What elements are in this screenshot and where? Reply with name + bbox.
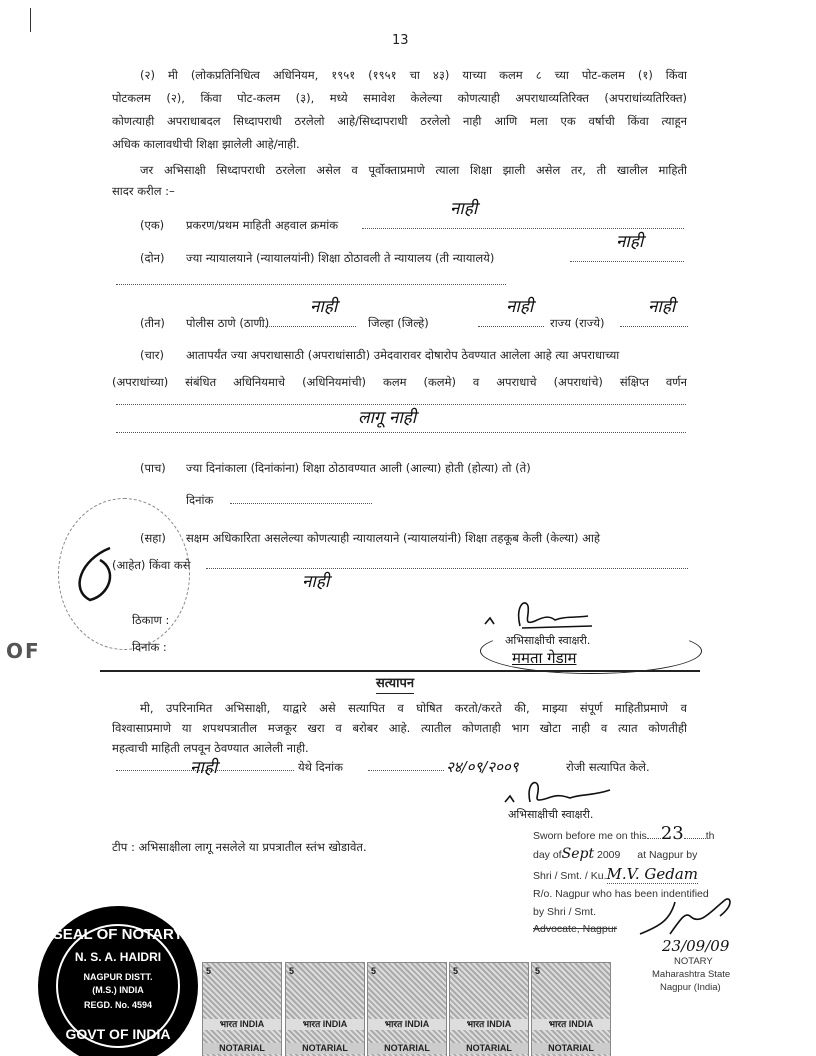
stamp-country: भारत INDIA: [450, 1019, 528, 1030]
notary-sign-date: 23/09/09: [662, 937, 730, 955]
revenue-stamp: [531, 962, 611, 1056]
notary-line4: R/o. Nagpur who has been indentified: [533, 888, 709, 900]
stamp-label: NOTARIAL: [368, 1043, 446, 1054]
stamp-country: भारत INDIA: [368, 1019, 446, 1030]
item-one-num: (एक): [140, 218, 165, 232]
seal-district: NAGPUR DISTT.: [83, 972, 153, 982]
seal-name: N. S. A. HAIDRI: [74, 950, 162, 964]
revenue-stamp: [202, 962, 282, 1056]
revenue-stamp: [449, 962, 529, 1056]
item-five-date-label: दिनांक: [186, 493, 214, 507]
verification-title: सत्यापन: [376, 676, 414, 694]
stamp-value: 5: [206, 966, 212, 976]
seal-bottom-text: GOVT OF INDIA: [65, 1026, 171, 1042]
signature-bracket: [480, 628, 702, 674]
verification-date: २४/०९/२००९: [446, 758, 519, 776]
item-two-label: ज्या न्यायालयाने (न्यायालयांनी) शिक्षा ठोठावली ते न्यायालय (ती न्यायालये): [186, 251, 495, 265]
revenue-stamp: [285, 962, 365, 1056]
item-three-police-dots: [262, 326, 356, 327]
notary-line1: [533, 823, 715, 844]
section-divider: [100, 670, 700, 672]
item-five-num: (पाच): [140, 461, 166, 475]
stamp-value: 5: [535, 966, 541, 976]
item-six-line2: (आहेत) किंवा कसे: [112, 558, 191, 572]
item-six-num: (सहा): [140, 531, 166, 545]
notary-seal: [38, 906, 198, 1056]
para2-line: अधिक कालावधीची शिक्षा झालेली आहे/नाही.: [112, 137, 300, 151]
notary-shri-label: Shri / Smt. / Ku.: [533, 870, 607, 882]
date-label: दिनांक :: [132, 640, 167, 654]
notary-month: Sept: [561, 846, 595, 862]
stamp-country: भारत INDIA: [203, 1019, 281, 1030]
stamp-label: NOTARIAL: [203, 1043, 281, 1054]
item-three-district-label: जिल्हा (जिल्हे): [368, 316, 429, 330]
intro-line: जर अभिसाक्षी सिध्दापराधी ठरलेला असेल व पूर्वोक्ताप्रमाणे त्याला शिक्षा झाली असेल तर, ती खालील माहिती: [140, 163, 687, 177]
item-three-police-label: पोलीस ठाणे (ठाणी): [186, 316, 270, 330]
stamp-value: 5: [453, 966, 459, 976]
item-four-dotted-line-2: [116, 432, 686, 433]
notary-line6: Advocate, Nagpur: [533, 923, 618, 935]
verification-at-date-label: येथे दिनांक: [298, 760, 343, 774]
item-six-dots: [206, 568, 688, 569]
item-one-answer: नाही: [450, 199, 478, 219]
stamp-label: NOTARIAL: [450, 1043, 528, 1054]
para2-line: कोणत्याही अपराधाबदल सिध्दापराधी ठरलेलो आहे/सिध्दापराधी ठरलेलो नाही आणि मला एक वर्षाची किंवा त्याहून: [112, 114, 687, 128]
notary-signature: [630, 896, 750, 936]
intro-line: सादर करील :–: [112, 184, 175, 198]
notary-at-label: at Nagpur by: [637, 849, 698, 861]
stamp-country: भारत INDIA: [286, 1019, 364, 1030]
item-four-line1: आतापर्यंत ज्या अपराधासाठी (अपराधांसाठी) उमेदवारावर दोषारोप ठेवण्यात आलेला आहे त्या अपराधाच्या: [186, 348, 620, 362]
seal-top-text: SEAL OF NOTARY: [52, 926, 184, 943]
item-two-num: (दोन): [140, 251, 165, 265]
item-two-dotted-line-2: [116, 284, 506, 285]
revenue-stamp: [367, 962, 447, 1056]
stamp-label: NOTARIAL: [532, 1043, 610, 1054]
notary-th: th: [705, 830, 715, 842]
notary-line2: [533, 846, 697, 863]
item-one-dotted-line: [362, 228, 684, 229]
item-four-line2: (अपराधांच्या) संबंधित अधिनियमाचे (अधिनियमांची) कलम (कलमे) व अपराधाचे (अपराधांचे) संक्षिप्त वर्णन: [112, 375, 687, 389]
item-four-answer: लागू नाही: [358, 408, 417, 428]
scan-mark: [30, 8, 31, 32]
notary-day-of-label: day of: [533, 849, 562, 861]
faded-stamp-text: OF: [6, 639, 41, 663]
verification-place-answer: नाही: [190, 758, 218, 778]
verification-date-dots: [368, 770, 444, 771]
notary-day: 23: [660, 823, 684, 844]
para2-line: (२) मी (लोकप्रतिनिधित्व अधिनियम, १९५१ (१९५१ चा ४३) याच्या कलम ८ च्या पोट-कलम (१) किंवा: [140, 68, 687, 82]
item-three-police-answer: नाही: [310, 297, 338, 317]
item-three-state-answer: नाही: [648, 297, 676, 317]
item-five-date-dots: [230, 503, 372, 504]
seal-regd: REGD. No. 4594: [83, 1000, 153, 1010]
item-six-answer: नाही: [302, 572, 330, 592]
seal-state: (M.S.) INDIA: [92, 985, 144, 995]
notary-line3: [533, 866, 698, 884]
note: टीप : अभिसाक्षीला लागू नसलेले या प्रपत्रातील स्तंभ खोडावेत.: [112, 840, 367, 854]
notary-city: Nagpur (India): [660, 982, 721, 993]
item-three-state-dots: [620, 326, 688, 327]
item-six-line1: सक्षम अधिकारिता असलेल्या कोणत्याही न्यायालयाने (न्यायालयांनी) शिक्षा तहकूब केली (केल्या) आहे: [186, 531, 601, 545]
signature-name: ममता गेडाम: [512, 649, 577, 667]
notary-line5: by Shri / Smt.: [533, 906, 597, 918]
notary-year: 2009: [597, 849, 621, 861]
notary-sworn-label: Sworn before me on this: [533, 830, 647, 842]
notary-title: NOTARY: [674, 956, 713, 967]
notary-state: Maharashtra State: [652, 969, 731, 980]
place-label: ठिकाण :: [132, 613, 170, 627]
stamp-label: NOTARIAL: [286, 1043, 364, 1054]
verification-signature-label: अभिसाक्षीची स्वाक्षरी.: [508, 808, 594, 821]
verification-verified-label: रोजी सत्यापित केले.: [566, 760, 650, 774]
stamp-country: भारत INDIA: [532, 1019, 610, 1030]
verification-line: विश्वासाप्रमाणे या शपथपत्रातील मजकूर खरा व बरोबर आहे. त्यातील कोणताही भाग खोटा नाही व त्यात कोणतीही: [112, 721, 687, 735]
verification-line: मी, उपरिनामित अभिसाक्षी, याद्वारे असे सत्यापित व घोषित करतो/करते की, माझ्या संपूर्ण माहितीप्रमाणे व: [140, 701, 687, 715]
para2-line: पोटकलम (२), किंवा पोट-कलम (३), मध्ये समावेश केलेल्या कोणत्याही अपराधाव्यतिरिक्त (अपराधांव्यतिरिक्त): [112, 91, 687, 105]
page-number: 13: [392, 33, 409, 48]
deponent-signature-2: [500, 778, 620, 808]
item-four-num: (चार): [140, 348, 164, 362]
signature-label: अभिसाक्षीची स्वाक्षरी.: [505, 634, 591, 647]
item-three-state-label: राज्य (राज्ये): [550, 316, 605, 330]
item-four-dotted-line: [116, 404, 686, 405]
item-three-district-dots: [478, 326, 544, 327]
notary-deponent-name: M.V. Gedam: [606, 865, 699, 883]
handwritten-mark: [60, 540, 130, 610]
item-two-dotted-line: [570, 261, 684, 262]
item-two-answer: नाही: [616, 232, 644, 252]
verification-line: महत्वाची माहिती लपवून ठेवण्यात आलेली नाही.: [112, 741, 309, 755]
stamp-value: 5: [371, 966, 377, 976]
stamp-value: 5: [289, 966, 295, 976]
item-three-district-answer: नाही: [506, 297, 534, 317]
item-five-label: ज्या दिनांकाला (दिनांकांना) शिक्षा ठोठावण्यात आली (आल्या) होती (होत्या) तो (ते): [186, 461, 531, 475]
item-three-num: (तीन): [140, 316, 165, 330]
item-one-label: प्रकरण/प्रथम माहिती अहवाल क्रमांक: [186, 218, 339, 232]
